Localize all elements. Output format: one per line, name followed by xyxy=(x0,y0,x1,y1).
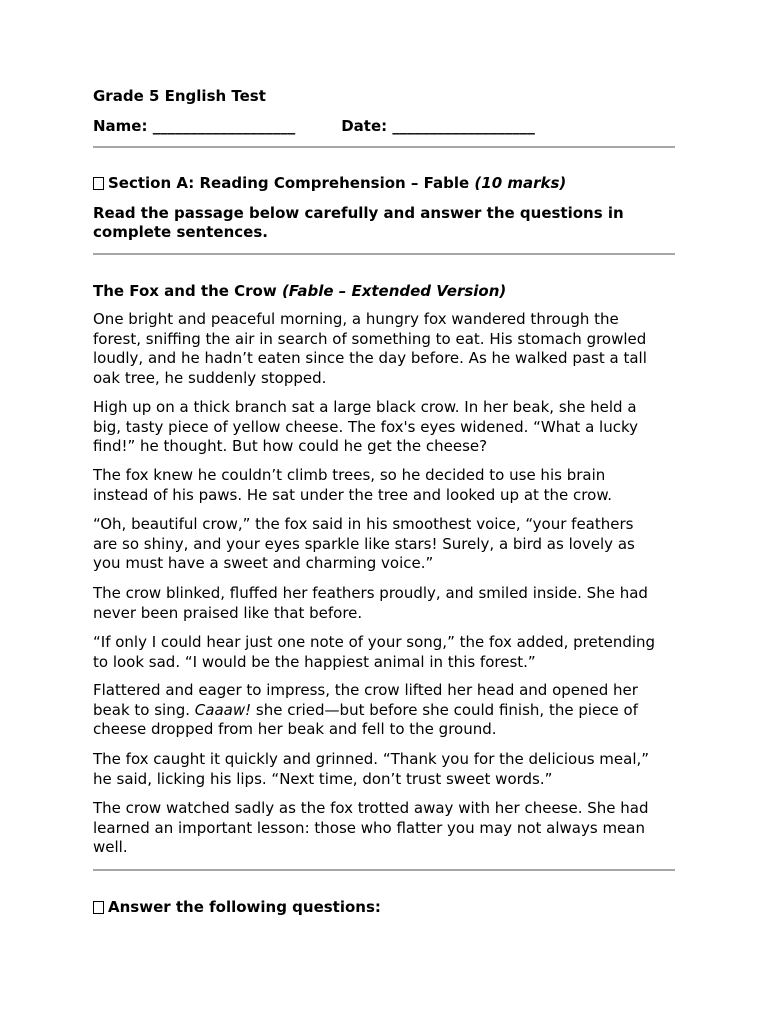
section-a-marks: (10 marks) xyxy=(474,174,567,192)
story-paragraph-2: High up on a thick branch sat a large black crow. In her beak, she held a big, tasty piece of yellow cheese. The fox's eyes widened. “What a lucky find!” he thought. But how could he get the cheese? xyxy=(93,398,638,456)
book-icon xyxy=(93,177,104,190)
story-paragraph-3: The fox knew he couldn’t climb trees, so he decided to use his brain instead of his paws. He sat under the tree and looked up at the crow. xyxy=(93,466,612,504)
story-paragraph-8: The fox caught it quickly and grinned. “Thank you for the delicious meal,” he said, licking his lips. “Next time, don’t trust sweet words.” xyxy=(93,750,650,788)
story-paragraph-6: “If only I could hear just one note of your song,” the fox added, pretending to look sad. “I would be the happiest animal in this forest.” xyxy=(93,633,656,671)
divider-2 xyxy=(93,253,675,255)
story-title: The Fox and the Crow (Fable – Extended Version) xyxy=(93,282,507,300)
pencil-icon xyxy=(93,901,104,914)
story-paragraph-1: One bright and peaceful morning, a hungry fox wandered through the forest, sniffing the air in search of something to eat. His stomach growled loudly, and he hadn’t eaten since the day before. As he walked past a tall oak tree, he suddenly stopped. xyxy=(93,310,647,387)
name-field-label: Name: ___________________ xyxy=(93,117,296,135)
story-paragraph-7: Flattered and eager to impress, the crow lifted her head and opened her beak to sing. Caaaw! she cried—but before she could finish, the piece of cheese dropped from her beak and fell to the ground. xyxy=(93,681,638,739)
name-date-row xyxy=(93,116,675,136)
story-paragraph-5: The crow blinked, fluffed her feathers proudly, and smiled inside. She had never been praised like that before. xyxy=(93,584,648,622)
story-title-note: (Fable – Extended Version) xyxy=(281,282,507,300)
section-a-heading: Section A: Reading Comprehension – Fable (10 marks) xyxy=(93,173,675,193)
story-paragraph-4: “Oh, beautiful crow,” the fox said in his smoothest voice, “your feathers are so shiny, and your eyes sparkle like stars! Surely, a bird as lovely as you must have a sweet and charming voice.” xyxy=(93,515,635,573)
instructions-line-1: Read the passage below carefully and answer the questions in xyxy=(93,204,624,222)
questions-heading: Answer the following questions: xyxy=(93,897,675,917)
divider-3 xyxy=(93,869,675,871)
crow-cry: Caaaw! xyxy=(194,700,252,719)
test-title: Grade 5 English Test xyxy=(93,87,266,105)
divider-1 xyxy=(93,146,675,148)
date-field-label: Date: ___________________ xyxy=(341,117,535,135)
story-paragraph-9: The crow watched sadly as the fox trotted away with her cheese. She had learned an important lesson: those who flatter you may not always mean well. xyxy=(93,799,649,857)
instructions-line-2: complete sentences. xyxy=(93,223,268,241)
